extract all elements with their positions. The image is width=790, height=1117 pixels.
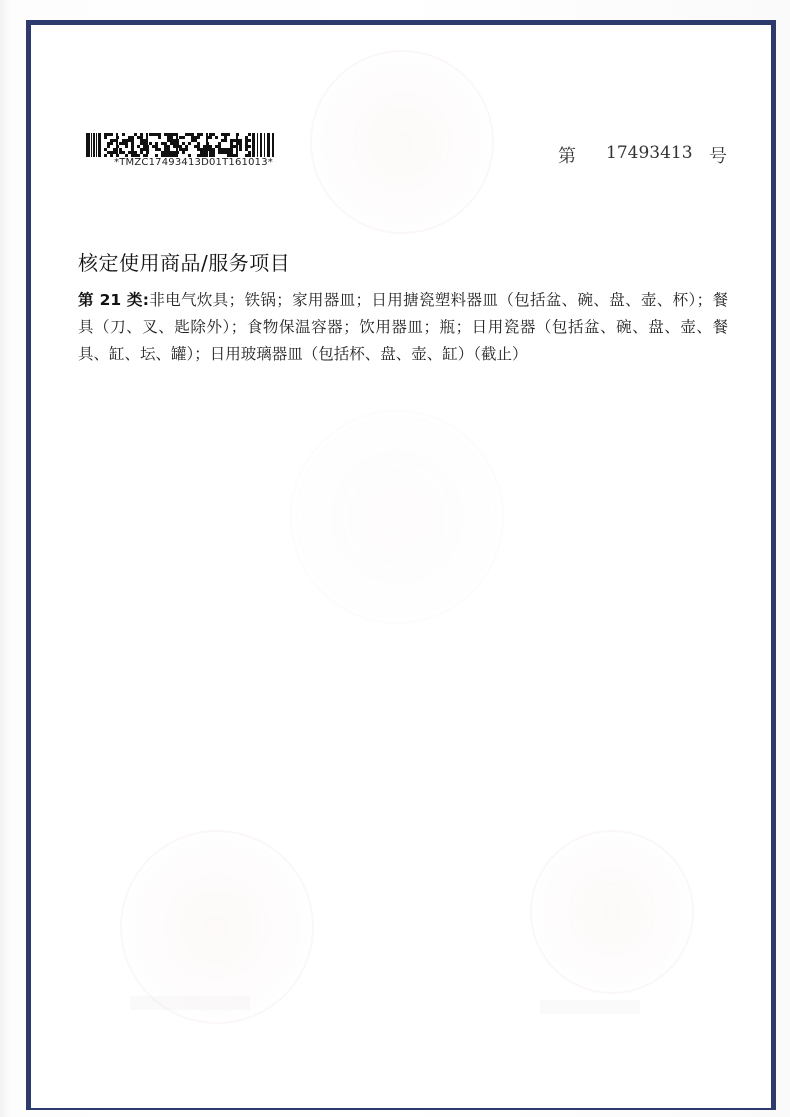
registration-number: 17493413 xyxy=(606,143,693,163)
watermark-seal xyxy=(120,830,314,1024)
goods-list xyxy=(78,287,728,368)
watermark-emblem xyxy=(310,50,494,234)
barcode-number: *TMZC17493413D01T161013* xyxy=(114,157,273,168)
registration-prefix: 第 xyxy=(558,146,576,167)
barcode-image xyxy=(86,133,276,157)
goods-class-label: 第 21 类: xyxy=(78,291,149,309)
section-heading: 核定使用商品/服务项目 xyxy=(78,251,291,275)
watermark-text xyxy=(540,1000,640,1014)
watermark-emblem xyxy=(290,410,504,624)
goods-text: 非电气炊具；铁锅；家用器皿；日用搪瓷塑料器皿（包括盆、碗、盘、壶、杯）；餐具（刀、叉、匙除外）；食物保温容器；饮用器皿；瓶；日用瓷器（包括盆、碗、盘、壶、餐具、缸、坛、罐）；日用玻璃器皿（包括杯、盘、壶、缸）（截止） xyxy=(78,291,728,363)
watermark-text xyxy=(130,996,250,1010)
registration-suffix: 号 xyxy=(709,146,727,167)
watermark-seal xyxy=(530,830,694,994)
